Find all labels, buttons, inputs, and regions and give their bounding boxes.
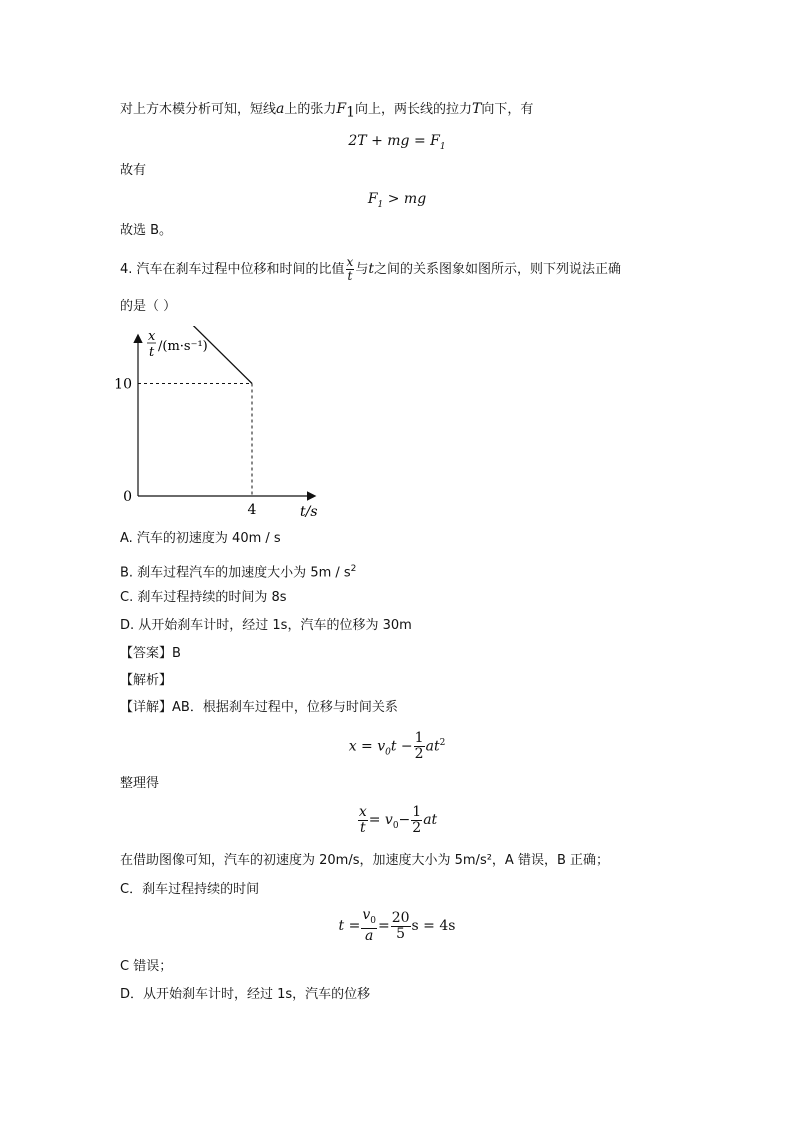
eq-time-den5: 5 — [396, 925, 406, 942]
answer-label: 【答案】B — [120, 646, 181, 661]
equation-force-balance — [0, 132, 794, 156]
x-tick-label-0: 4 — [247, 502, 257, 518]
vt-ratio-chart — [110, 326, 330, 522]
option-a: A. 汽车的初速度为 40m / s — [120, 531, 281, 546]
q4-stem-line2: 的是（ ） — [120, 299, 177, 314]
eq-time-den-a: a — [364, 928, 374, 945]
eq-time-frac2 — [391, 911, 411, 942]
frac-den: t — [347, 269, 353, 283]
organize-text: 整理得 — [120, 776, 160, 791]
ab-conclusion: 在借助图像可知，汽车的初速度为 20m/s，加速度大小为 5m/s²，A 错误，B 正确； — [120, 853, 609, 868]
d-line: D．从开始刹车计时，经过 1s，汽车的位移 — [120, 987, 371, 1002]
eq-time-t: t = — [338, 918, 361, 934]
var-f-sub: 1 — [346, 104, 356, 121]
option-b — [120, 560, 356, 582]
eq-ratio-lhs-frac — [358, 805, 368, 836]
prev-conclusion: 故选 B。 — [120, 223, 173, 238]
inline-fraction-x-over-t — [346, 256, 355, 283]
eq-time-tail: s = 4s — [411, 918, 456, 934]
eq-disp-tail: at — [425, 738, 440, 755]
ineq-rest: > mg — [383, 191, 427, 207]
eq-ratio-frac — [411, 805, 422, 836]
eq-time-v: v — [362, 906, 371, 923]
analysis-label: 【解析】 — [120, 673, 173, 688]
y-label-den: t — [149, 345, 155, 360]
eq-ratio-den: 2 — [412, 819, 422, 836]
eq1-sub: 1 — [439, 141, 446, 152]
var-f: F — [336, 101, 347, 117]
q4-stem-a: 4. 汽车在刹车过程中位移和时间的比值 — [120, 262, 345, 277]
q4-stem-c: 之间的关系图象如图所示，则下列说法正确 — [373, 262, 621, 277]
eq-disp-sup: 2 — [439, 738, 446, 748]
prev-analysis-line — [120, 100, 533, 122]
eq-disp-mid: t − — [390, 738, 413, 755]
eq-time-frac1 — [361, 908, 377, 945]
var-t: T — [472, 101, 482, 117]
ineq-f: F — [367, 191, 378, 207]
var-a: a — [276, 101, 285, 117]
q4-stem-line1 — [120, 252, 621, 287]
eq1-text: 2T + mg = F — [348, 133, 440, 149]
eq-ratio-minus: − — [398, 812, 411, 828]
detail-ab-line — [120, 699, 398, 717]
var-t2: t — [368, 261, 374, 277]
detail-label: 【详解】 — [120, 700, 173, 715]
option-d: D. 从开始刹车计时，经过 1s，汽车的位移为 30m — [120, 618, 412, 633]
y-tick-label-1: 10 — [114, 376, 132, 393]
eq-disp-frac — [414, 731, 425, 762]
eq-disp-sub0: 0 — [385, 747, 391, 758]
y-label-num: x — [148, 329, 156, 344]
ineq-sub: 1 — [377, 199, 384, 210]
inequality — [0, 190, 794, 214]
tick-labels — [114, 326, 256, 518]
eq-ratio-num-x: x — [358, 803, 367, 820]
x-axis-label: t/s — [300, 504, 318, 520]
y-tick-label-2: 0 — [123, 489, 132, 505]
eq-ratio-eq: = v — [368, 812, 393, 828]
eq-time-num20: 20 — [391, 909, 410, 926]
q4-stem-b: 与 — [355, 262, 369, 277]
prev-intro-mid: 上的张力 — [284, 102, 337, 117]
option-b-text: B. 刹车过程汽车的加速度大小为 5m / s — [120, 565, 351, 581]
prev-intro-text: 对上方木模分析可知，短线 — [120, 102, 277, 117]
c-line: C．刹车过程持续的时间 — [120, 882, 260, 897]
prev-intro-mid2: 向上，两长线的拉力 — [355, 102, 473, 117]
frac-num: x — [346, 255, 354, 269]
eq-disp-den: 2 — [414, 746, 424, 763]
equation-displacement — [0, 726, 794, 769]
equation-ratio — [0, 802, 794, 844]
eq-time-eq: = — [377, 918, 390, 934]
eq-ratio-den-t: t — [359, 819, 366, 836]
eq-ratio-num: 1 — [412, 803, 422, 820]
eq-ratio-tail: at — [423, 812, 438, 828]
eq-time-num-v — [361, 908, 377, 930]
eq-time-sub0: 0 — [370, 915, 376, 926]
therefore-text: 故有 — [120, 163, 147, 178]
detail-ab-text: AB．根据刹车过程中，位移与时间关系 — [172, 700, 398, 715]
option-c: C. 刹车过程持续的时间为 8s — [120, 590, 287, 605]
y-label-unit: /(m·s⁻¹) — [158, 339, 208, 354]
eq-disp-lhs: x = v — [348, 738, 386, 755]
c-wrong: C 错误； — [120, 959, 173, 974]
prev-intro-end: 向下，有 — [481, 102, 534, 117]
eq-ratio-sub0: 0 — [392, 820, 399, 831]
eq-disp-num: 1 — [414, 730, 424, 747]
option-b-sup: 2 — [350, 564, 357, 574]
equation-time — [0, 906, 794, 946]
